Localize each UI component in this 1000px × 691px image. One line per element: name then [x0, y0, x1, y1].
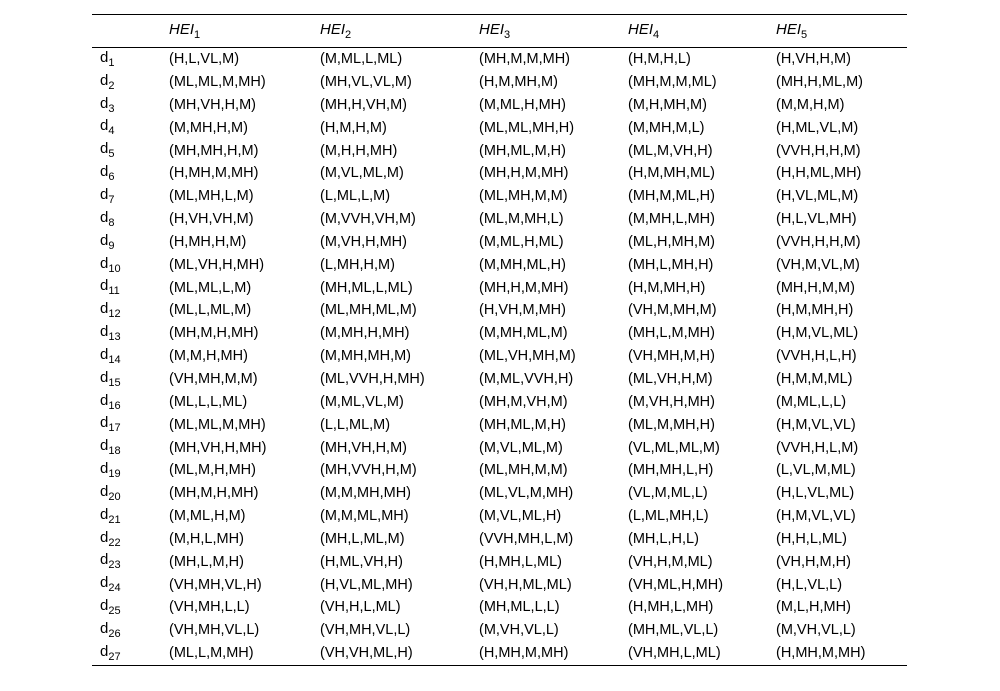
row-label-subscript: 23 [108, 559, 121, 572]
row-label-base: d [100, 48, 109, 66]
table-cell: (ML,L,M,MH) [169, 645, 254, 662]
table-row [92, 596, 907, 619]
row-label [92, 185, 169, 208]
table-cell: (MH,H,M,MH) [479, 165, 569, 182]
table-cell: (MH,MH,L,H) [628, 462, 714, 479]
table-cell: (MH,ML,L,ML) [320, 279, 413, 296]
table-cell: (MH,VH,H,M) [320, 439, 407, 456]
column-header-subscript: 4 [653, 29, 660, 41]
table-cell: (M,M,H,M) [776, 96, 845, 113]
table-row [92, 573, 907, 596]
row-label-subscript: 3 [108, 102, 115, 115]
table-cell: (VH,MH,M,H) [628, 348, 715, 365]
table-cell: (ML,M,MH,L) [479, 211, 564, 228]
table-cell: (L,ML,MH,L) [628, 508, 709, 525]
column-header-hei-2 [320, 15, 479, 48]
table-cell: (MH,ML,L,L) [479, 599, 560, 616]
table-cell: (L,L,ML,M) [320, 416, 391, 433]
table-row [92, 345, 907, 368]
row-label-base: d [100, 620, 109, 638]
table-cell: (H,L,VL,L) [776, 576, 843, 593]
table-cell: (M,VH,VL,L) [776, 622, 856, 639]
table-row [92, 117, 907, 140]
table-cell: (M,L,H,MH) [776, 599, 851, 616]
row-label [92, 391, 169, 414]
table-cell: (MH,M,VH,M) [479, 393, 568, 410]
table-row [92, 208, 907, 231]
table-cell: (ML,MH,M,M) [479, 462, 568, 479]
column-header-subscript: 5 [801, 29, 808, 41]
table-cell: (VH,MH,VL,H) [169, 576, 262, 593]
row-label-subscript: 12 [108, 308, 121, 321]
table-cell: (ML,MH,M,M) [479, 188, 568, 205]
table-cell: (ML,M,VH,H) [628, 142, 713, 159]
table-cell: (MH,M,H,MH) [169, 485, 259, 502]
table-cell: (H,M,H,L) [628, 51, 691, 68]
table-row [92, 299, 907, 322]
table-cell: (ML,ML,L,M) [169, 279, 252, 296]
table-row [92, 254, 907, 277]
table-cell: (VL,M,ML,L) [628, 485, 708, 502]
table-cell: (H,VH,M,MH) [479, 302, 566, 319]
table-row [92, 551, 907, 574]
row-label [92, 619, 169, 642]
row-label-subscript: 25 [108, 605, 121, 618]
table-cell: (M,ML,L,ML) [320, 51, 403, 68]
table-row [92, 642, 907, 665]
table-cell: (M,VL,ML,M) [320, 165, 404, 182]
table-cell: (ML,ML,M,MH) [169, 416, 266, 433]
table-cell: (ML,MH,L,M) [169, 188, 254, 205]
table-cell: (H,H,ML,MH) [776, 165, 862, 182]
table-cell: (ML,ML,M,MH) [169, 74, 266, 91]
row-label [92, 276, 169, 299]
row-label-base: d [100, 551, 109, 569]
table-cell: (H,M,H,M) [320, 119, 387, 136]
table-cell: (ML,H,MH,M) [628, 233, 715, 250]
table-cell: (M,VL,ML,H) [479, 508, 562, 525]
table-cell: (H,L,VL,M) [169, 51, 240, 68]
row-label-base: d [100, 140, 109, 158]
table-cell: (VH,H,ML,ML) [479, 576, 572, 593]
row-label [92, 368, 169, 391]
table-row [92, 459, 907, 482]
table-cell: (H,M,M,ML) [776, 370, 853, 387]
row-label-base: d [100, 231, 109, 249]
row-label-base: d [100, 254, 109, 272]
row-label [92, 573, 169, 596]
table-cell: (H,MH,L,ML) [479, 553, 562, 570]
table-row [92, 368, 907, 391]
row-label [92, 505, 169, 528]
row-label-subscript: 6 [108, 171, 115, 184]
row-label-subscript: 16 [108, 399, 121, 412]
evaluation-table [92, 14, 907, 666]
column-header-base: HEI [776, 21, 802, 38]
table-cell: (M,ML,H,MH) [479, 96, 566, 113]
table-cell: (VH,M,MH,M) [628, 302, 717, 319]
row-label [92, 551, 169, 574]
table-cell: (VVH,H,L,M) [776, 439, 859, 456]
table-cell: (H,M,VL,VL) [776, 508, 856, 525]
column-header-base: HEI [479, 21, 505, 38]
table-cell: (H,MH,M,MH) [479, 645, 569, 662]
table-row [92, 436, 907, 459]
row-label-subscript: 7 [108, 193, 115, 206]
row-label-base: d [100, 323, 109, 341]
table-cell: (M,VVH,VH,M) [320, 211, 416, 228]
row-label-subscript: 11 [108, 285, 120, 298]
column-header-hei-4 [628, 15, 776, 48]
table-cell: (M,VL,ML,M) [479, 439, 563, 456]
row-label-subscript: 22 [108, 536, 121, 549]
table-cell: (H,L,VL,MH) [776, 211, 857, 228]
table-cell: (M,ML,H,M) [169, 508, 246, 525]
row-label [92, 414, 169, 437]
table-row [92, 276, 907, 299]
column-header-hei-5 [776, 15, 907, 48]
table-cell: (ML,VH,H,M) [628, 370, 713, 387]
row-label-base: d [100, 437, 109, 455]
table-cell: (M,ML,H,ML) [479, 233, 564, 250]
table-cell: (M,VH,VL,L) [479, 622, 559, 639]
row-label-subscript: 20 [108, 490, 121, 503]
table-cell: (M,M,H,MH) [169, 348, 248, 365]
row-label [92, 642, 169, 665]
table-cell: (MH,L,M,MH) [628, 325, 715, 342]
row-label [92, 71, 169, 94]
row-label-subscript: 27 [108, 650, 121, 663]
table-cell: (MH,H,VH,M) [320, 96, 407, 113]
table-cell: (MH,M,M,MH) [479, 51, 571, 68]
table-cell: (VH,ML,H,MH) [628, 576, 724, 593]
table-cell: (ML,VVH,H,MH) [320, 370, 425, 387]
table-header [92, 15, 907, 48]
row-label [92, 322, 169, 345]
table-cell: (ML,ML,MH,H) [479, 119, 575, 136]
row-label-subscript: 19 [108, 468, 121, 481]
row-label-base: d [100, 117, 109, 135]
table-row [92, 414, 907, 437]
table-cell: (MH,M,M,ML) [628, 74, 717, 91]
table-cell: (M,M,MH,MH) [320, 485, 412, 502]
column-header-base: HEI [169, 21, 195, 38]
table-row [92, 619, 907, 642]
table-cell: (ML,VH,MH,M) [479, 348, 576, 365]
table-cell: (VVH,H,H,M) [776, 142, 861, 159]
table-cell: (MH,H,M,M) [776, 279, 855, 296]
column-header-subscript: 3 [504, 29, 511, 41]
row-label-subscript: 26 [108, 628, 121, 641]
table-cell: (M,VH,H,MH) [320, 233, 407, 250]
row-label-base: d [100, 528, 109, 546]
table-cell: (ML,M,MH,H) [628, 416, 715, 433]
table-cell: (MH,ML,M,H) [479, 416, 566, 433]
row-label-base: d [100, 300, 109, 318]
table-cell: (L,ML,L,M) [320, 188, 391, 205]
table-row [92, 528, 907, 551]
row-label-subscript: 18 [108, 445, 121, 458]
table-cell: (H,MH,M,MH) [776, 645, 866, 662]
row-label-base: d [100, 505, 109, 523]
row-label-subscript: 15 [108, 376, 121, 389]
table-cell: (H,ML,VL,M) [776, 119, 859, 136]
row-label-subscript: 17 [108, 422, 121, 435]
column-header-base: HEI [628, 21, 654, 38]
row-label-base: d [100, 208, 109, 226]
table-cell: (VH,H,L,ML) [320, 599, 401, 616]
table-cell: (MH,VVH,H,M) [320, 462, 417, 479]
row-label-base: d [100, 574, 109, 592]
row-label-subscript: 24 [108, 582, 121, 595]
row-label [92, 139, 169, 162]
table-cell: (VH,MH,L,L) [169, 599, 250, 616]
row-label-base: d [100, 345, 109, 363]
table-cell: (VH,H,M,H) [776, 553, 851, 570]
row-label-base: d [100, 368, 109, 386]
table-cell: (H,M,VL,VL) [776, 416, 856, 433]
column-header-base: HEI [320, 21, 346, 38]
table-cell: (MH,M,H,MH) [169, 325, 259, 342]
row-label-base: d [100, 277, 109, 295]
table-cell: (VH,MH,VL,L) [169, 622, 260, 639]
table-cell: (M,MH,L,MH) [628, 211, 715, 228]
row-label [92, 596, 169, 619]
table-cell: (H,M,MH,H) [628, 279, 706, 296]
table-cell: (MH,ML,M,H) [479, 142, 566, 159]
row-label-base: d [100, 460, 109, 478]
row-label [92, 48, 169, 71]
row-label-base: d [100, 185, 109, 203]
table-row [92, 185, 907, 208]
row-label-subscript: 5 [108, 148, 115, 161]
row-label-base: d [100, 482, 109, 500]
table-cell: (VVH,H,L,H) [776, 348, 857, 365]
table-cell: (MH,H,M,MH) [479, 279, 569, 296]
table-cell: (MH,ML,VL,L) [628, 622, 719, 639]
table-cell: (MH,VH,H,M) [169, 96, 256, 113]
table-cell: (ML,MH,ML,M) [320, 302, 417, 319]
table-cell: (L,MH,H,M) [320, 256, 395, 273]
row-label [92, 436, 169, 459]
row-label-subscript: 10 [108, 262, 121, 275]
table-cell: (M,VH,H,MH) [628, 393, 715, 410]
table-row [92, 322, 907, 345]
table-cell: (MH,VL,VL,M) [320, 74, 412, 91]
row-label [92, 117, 169, 140]
row-label-subscript: 1 [108, 56, 115, 69]
table-cell: (M,ML,VVH,H) [479, 370, 574, 387]
table-cell: (MH,VH,H,MH) [169, 439, 267, 456]
table-cell: (M,H,L,MH) [169, 530, 244, 547]
table-cell: (H,VH,VH,M) [169, 211, 254, 228]
table-row [92, 482, 907, 505]
table-cell: (M,MH,H,M) [169, 119, 248, 136]
table-cell: (MH,L,M,H) [169, 553, 244, 570]
header-row [92, 15, 907, 48]
table-cell: (MH,L,H,L) [628, 530, 699, 547]
table-cell: (VVH,H,H,M) [776, 233, 861, 250]
table-cell: (H,H,L,ML) [776, 530, 847, 547]
column-header-hei-3 [479, 15, 628, 48]
column-header-hei-1 [169, 15, 320, 48]
table-cell: (MH,L,ML,M) [320, 530, 405, 547]
table-cell: (VH,VH,ML,H) [320, 645, 413, 662]
table-cell: (H,M,MH,ML) [628, 165, 715, 182]
table-body [92, 48, 907, 666]
table-cell: (H,MH,H,M) [169, 233, 247, 250]
table-cell: (VH,MH,M,M) [169, 370, 258, 387]
table-row [92, 505, 907, 528]
table-cell: (ML,L,ML,M) [169, 302, 252, 319]
row-label [92, 345, 169, 368]
row-label-subscript: 8 [108, 216, 115, 229]
table-row [92, 48, 907, 71]
table-row [92, 139, 907, 162]
table-cell: (H,M,MH,H) [776, 302, 854, 319]
table-cell: (ML,VH,H,MH) [169, 256, 265, 273]
table-row [92, 94, 907, 117]
table-cell: (VL,ML,ML,M) [628, 439, 720, 456]
row-label-base: d [100, 391, 109, 409]
table-cell: (H,MH,L,MH) [628, 599, 714, 616]
table-cell: (ML,M,H,MH) [169, 462, 256, 479]
column-header-subscript: 2 [345, 29, 352, 41]
row-label [92, 208, 169, 231]
table-cell: (M,ML,VL,M) [320, 393, 404, 410]
table-cell: (VH,H,M,ML) [628, 553, 713, 570]
table-cell: (MH,L,MH,H) [628, 256, 714, 273]
table-row [92, 231, 907, 254]
table-cell: (VH,MH,VL,L) [320, 622, 411, 639]
row-label-base: d [100, 414, 109, 432]
table-cell: (H,L,VL,ML) [776, 485, 855, 502]
table-cell: (ML,L,L,ML) [169, 393, 248, 410]
row-label-base: d [100, 71, 109, 89]
table-cell: (M,ML,L,L) [776, 393, 847, 410]
table-cell: (M,M,ML,MH) [320, 508, 409, 525]
row-label [92, 94, 169, 117]
row-label [92, 254, 169, 277]
table-cell: (MH,MH,H,M) [169, 142, 259, 159]
header-corner [92, 15, 169, 48]
row-label [92, 528, 169, 551]
table-cell: (H,VH,H,M) [776, 51, 851, 68]
row-label-subscript: 13 [108, 331, 121, 344]
row-label [92, 459, 169, 482]
table-cell: (H,VL,ML,MH) [320, 576, 413, 593]
row-label-subscript: 2 [108, 79, 115, 92]
table-cell: (H,M,VL,ML) [776, 325, 859, 342]
table-cell: (M,MH,ML,M) [479, 325, 568, 342]
table-cell: (L,VL,M,ML) [776, 462, 856, 479]
table-cell: (M,MH,MH,M) [320, 348, 412, 365]
row-label-subscript: 14 [108, 353, 121, 366]
table-cell: (M,MH,ML,H) [479, 256, 566, 273]
table-row [92, 71, 907, 94]
row-label [92, 482, 169, 505]
row-label [92, 162, 169, 185]
table-cell: (VVH,MH,L,M) [479, 530, 574, 547]
table-cell: (MH,H,ML,M) [776, 74, 863, 91]
table-cell: (M,H,MH,M) [628, 96, 707, 113]
table-cell: (H,VL,ML,M) [776, 188, 859, 205]
row-label-subscript: 4 [108, 125, 115, 138]
row-label-base: d [100, 642, 109, 660]
table-cell: (M,H,H,MH) [320, 142, 398, 159]
table-cell: (ML,VL,M,MH) [479, 485, 574, 502]
column-header-subscript: 1 [194, 29, 201, 41]
row-label-subscript: 21 [108, 513, 121, 526]
table-row [92, 162, 907, 185]
table-cell: (MH,M,ML,H) [628, 188, 715, 205]
row-label [92, 231, 169, 254]
table-cell: (H,ML,VH,H) [320, 553, 403, 570]
table-cell: (H,MH,M,MH) [169, 165, 259, 182]
table-cell: (M,MH,M,L) [628, 119, 705, 136]
row-label-subscript: 9 [108, 239, 115, 252]
row-label-base: d [100, 597, 109, 615]
row-label [92, 299, 169, 322]
table-cell: (VH,MH,L,ML) [628, 645, 721, 662]
table-cell: (M,MH,H,MH) [320, 325, 410, 342]
table-row [92, 391, 907, 414]
row-label-base: d [100, 163, 109, 181]
row-label-base: d [100, 94, 109, 112]
table-cell: (H,M,MH,M) [479, 74, 558, 91]
table-cell: (VH,M,VL,M) [776, 256, 860, 273]
